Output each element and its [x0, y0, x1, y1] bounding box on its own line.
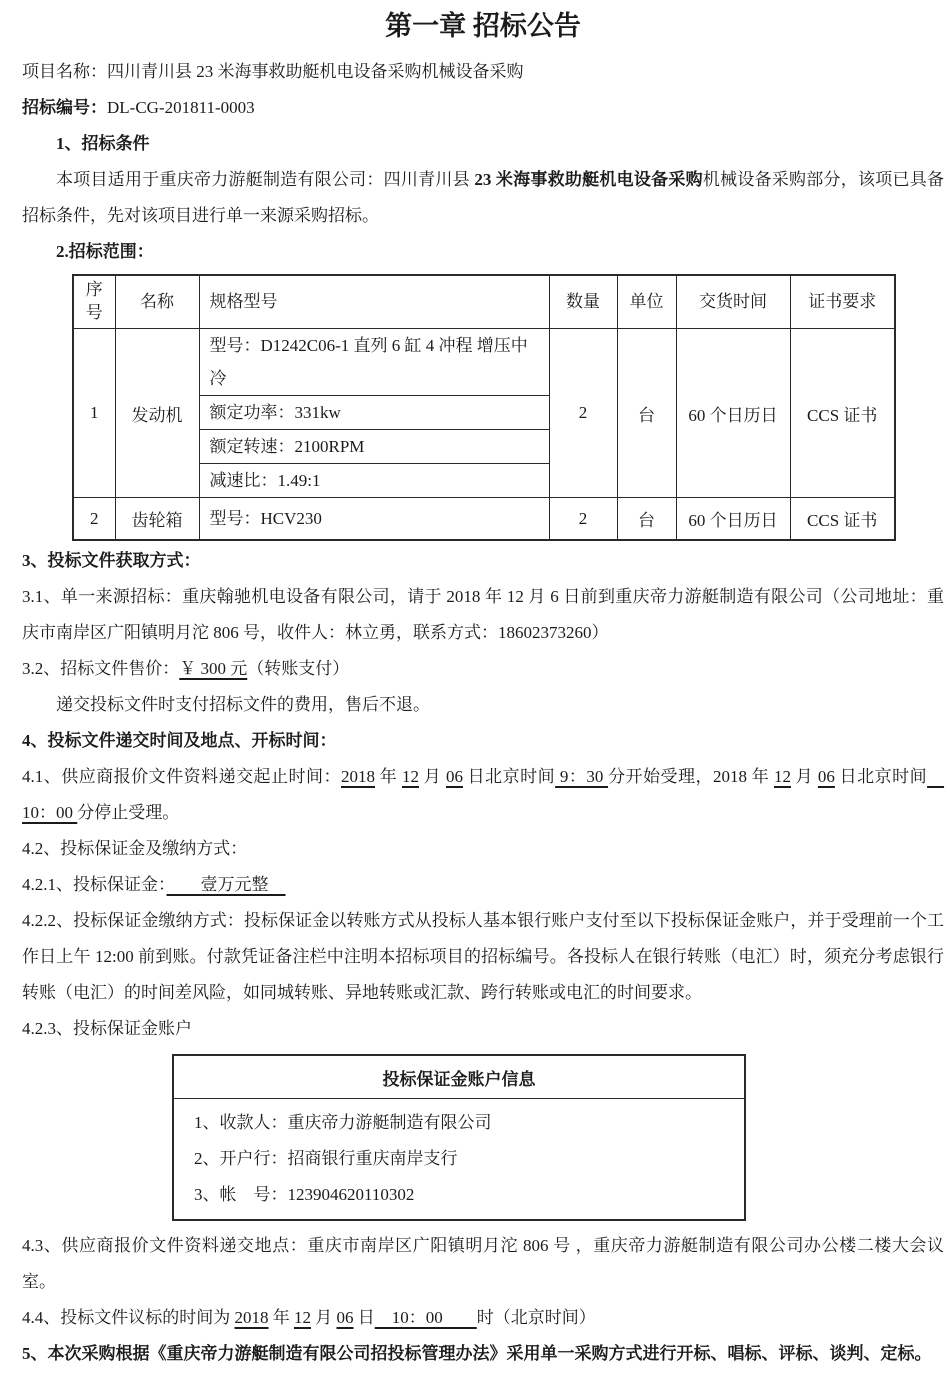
section5-text: 5、本次采购根据《重庆帝力游艇制造有限公司招投标管理办法》采用单一采购方式进行开标、唱标、评标、谈判、定标。	[22, 1344, 932, 1363]
section4-heading: 4、投标文件递交时间及地点、开标时间：	[22, 731, 337, 750]
text-segment: 3.2、招标文件售价：	[22, 659, 180, 678]
clause-4-3: 4.3、供应商报价文件资料递交地点：重庆市南岸区广阳镇明月沱 806 号 ，重庆帝力游艇制造有限公司办公楼二楼大会议室。	[22, 1236, 944, 1291]
scope-table-header-row	[73, 275, 895, 329]
cell-name: 齿轮箱	[115, 498, 199, 541]
project-name-line	[22, 54, 944, 90]
deposit-table-header-row	[173, 1055, 745, 1099]
clause-3-1: 3.1、单一来源招标：重庆翰驰机电设备有限公司，请于 2018 年 12 月 6 日前到重庆帝力游艇制造有限公司（公司地址：重庆市南岸区广阳镇明月沱 806 号，收件人：林立勇，联系方式：18602373260）	[22, 587, 944, 642]
section1-heading: 1、招标条件	[56, 134, 150, 153]
cell-spec-ratio: 减速比：1.49:1	[199, 464, 549, 498]
text-segment: 12	[294, 1308, 311, 1327]
bid-number-label: 招标编号：	[22, 98, 107, 117]
col-header-spec: 规格型号	[199, 275, 549, 329]
text-segment: 日北京时间	[462, 767, 556, 786]
col-header-unit: 单位	[617, 275, 676, 329]
cell-spec-speed: 额定转速：2100RPM	[199, 430, 549, 464]
clause-4-2: 4.2、投标保证金及缴纳方式：	[22, 839, 248, 858]
deposit-table-title: 投标保证金账户信息	[173, 1055, 745, 1099]
clause-4-2-1	[22, 867, 944, 903]
cell-qty: 2	[549, 498, 617, 541]
deposit-payee: 1、收款人：重庆帝力游艇制造有限公司	[194, 1113, 492, 1132]
deposit-bank: 2、开户行：招商银行重庆南岸支行	[194, 1149, 458, 1168]
bid-number-value: DL-CG-201811-0003	[107, 98, 255, 117]
text-segment: 日	[353, 1308, 375, 1327]
text-segment: 月	[311, 1308, 337, 1327]
cell-unit: 台	[617, 498, 676, 541]
cell-unit: 台	[617, 329, 676, 498]
cell-delivery: 60 个日历日	[676, 329, 790, 498]
section3-heading: 3、投标文件获取方式：	[22, 551, 201, 570]
col-header-seq: 序号	[73, 275, 115, 329]
cell-delivery: 60 个日历日	[676, 498, 790, 541]
section2-heading: 2.招标范围：	[56, 242, 154, 261]
text-segment: 10：00	[374, 1308, 477, 1327]
cell-name: 发动机	[115, 329, 199, 498]
col-header-qty: 数量	[549, 275, 617, 329]
clause-3-2	[22, 651, 944, 687]
cell-spec-model: 型号：HCV230	[199, 498, 549, 541]
cell-spec-model: 型号：D1242C06-1 直列 6 缸 4 冲程 增压中冷	[199, 329, 549, 396]
cell-cert: CCS 证书	[790, 498, 895, 541]
procurement-scope-table	[72, 274, 896, 541]
deposit-account-table	[172, 1054, 746, 1221]
bid-number-line	[22, 90, 944, 126]
text-segment: 4.4、投标文件议标的时间为	[22, 1308, 235, 1327]
clause-4-1	[22, 759, 944, 831]
text-segment: 12	[401, 767, 419, 786]
text-segment: 23 米海事救助艇机电设备采购	[474, 170, 703, 189]
col-header-name: 名称	[115, 275, 199, 329]
text-segment: 月	[418, 767, 446, 786]
cell-cert: CCS 证书	[790, 329, 895, 498]
text-segment: 分开始受理，2018 年	[608, 767, 774, 786]
text-segment: 日北京时间	[834, 767, 928, 786]
text-segment: 10：00	[22, 767, 945, 822]
cell-qty: 2	[549, 329, 617, 498]
text-segment: 分停止受理。	[77, 803, 180, 822]
clause-4-4	[22, 1300, 944, 1336]
text-segment: 12	[773, 767, 791, 786]
text-segment: 年	[268, 1308, 294, 1327]
page-title: 第一章 招标公告	[385, 11, 581, 41]
table-row-engine	[73, 329, 895, 396]
deposit-table-body-row	[173, 1099, 745, 1221]
text-segment: 月	[790, 767, 818, 786]
clause-4-2-2: 4.2.2、投标保证金缴纳方式：投标保证金以转账方式从投标人基本银行账户支付至以下投标保证金账户，并于受理前一个工作日上午 12:00 前到账。付款凭证备注栏中注明本招标项目的招标编号。各投标人在银行转账（电汇）时，须充分考虑银行转账（电汇）的时间差风险，如同城转账、异地转账或汇款、跨行转账或电汇的时间要求。	[22, 911, 944, 1002]
project-name-label: 项目名称：	[22, 62, 107, 81]
text-segment: 2018	[341, 767, 375, 786]
deposit-account-number: 3、帐 号：123904620110302	[194, 1185, 415, 1204]
text-segment: ￥ 300 元	[179, 659, 248, 678]
text-segment: 时（北京时间）	[476, 1308, 596, 1327]
cell-spec-power: 额定功率：331kw	[199, 396, 549, 430]
table-row-gearbox	[73, 498, 895, 541]
text-segment: 06	[445, 767, 463, 786]
cell-seq: 1	[73, 329, 115, 498]
text-segment: 本项目适用于重庆帝力游艇制造有限公司：四川青川县	[56, 170, 475, 189]
text-segment: 06	[817, 767, 835, 786]
cell-seq: 2	[73, 498, 115, 541]
text-segment: （转账支付）	[247, 659, 350, 678]
text-segment: 4.2.1、投标保证金：	[22, 875, 167, 894]
project-name-value: 四川青川县 23 米海事救助艇机电设备采购机械设备采购	[107, 62, 524, 81]
text-segment: 06	[336, 1308, 354, 1327]
text-segment: 年	[375, 767, 402, 786]
text-segment: 2018	[234, 1308, 269, 1327]
text-segment: 机械设备采购部分，该项已具备招标条件，先对该项目进行单一来源采购招标。	[22, 170, 945, 225]
text-segment: 4.1、供应商报价文件资料递交起止时间：	[22, 767, 341, 786]
clause-4-2-3: 4.2.3、投标保证金账户	[22, 1019, 192, 1038]
text-segment: 壹万元整	[166, 875, 286, 894]
col-header-cert: 证书要求	[790, 275, 895, 329]
section1-paragraph	[22, 162, 944, 234]
clause-3-2-note: 递交投标文件时支付招标文件的费用，售后不退。	[56, 695, 430, 714]
text-segment: 9：30	[555, 767, 609, 786]
col-header-delivery: 交货时间	[676, 275, 790, 329]
